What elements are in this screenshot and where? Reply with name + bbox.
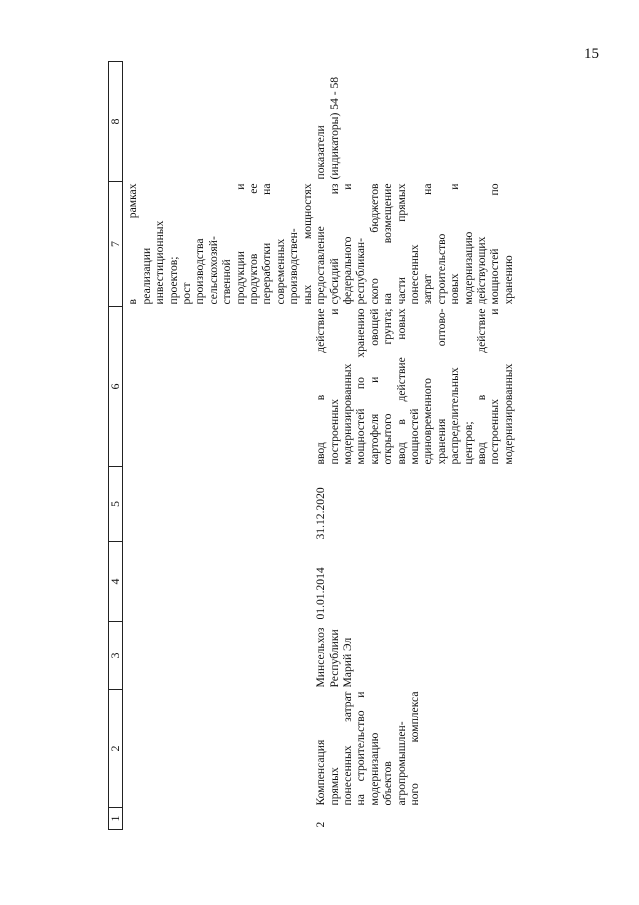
table-row	[314, 62, 515, 830]
cell-text-line: части прямых	[394, 183, 408, 305]
cell-text-line: производствен-	[287, 228, 301, 305]
cell-text-line: ственной	[220, 259, 234, 305]
cell-text-line: ных мощностях	[300, 183, 314, 305]
expected-results-cell	[123, 307, 314, 467]
cell-text-line: продукции и	[233, 183, 247, 305]
indicators-cell	[314, 62, 515, 182]
cell-text-line: агропромышлен-	[394, 721, 408, 806]
cell-text-line: мощностей	[407, 408, 421, 465]
row-number-cell: 2	[314, 821, 328, 828]
cell-text-line: субсидий из	[327, 183, 341, 305]
cell-text-line: переработки на	[260, 183, 274, 305]
header-cell: 5	[109, 467, 123, 542]
cell-text-line: сельскохозяй-	[206, 236, 220, 305]
cell-text-line: Минсельхоз	[314, 627, 328, 688]
measure-name-cell	[123, 690, 314, 808]
cell-text-line: ного комплекса	[407, 691, 421, 806]
cell-text-line: производства	[193, 238, 207, 305]
cell-text-line: хранения оптово-	[434, 308, 448, 465]
cell-text-line: затрат на	[421, 183, 435, 305]
header-cell: 8	[109, 62, 123, 182]
executor-cell	[123, 622, 314, 690]
cell-text-line: Марий Эл	[340, 637, 354, 688]
mechanism-cell	[314, 182, 515, 307]
cell-text-line: открытого грунта;	[381, 308, 395, 465]
cell-text-line: предоставление	[314, 226, 328, 305]
mechanism-cell	[123, 182, 314, 307]
cell-text-line: новых и	[448, 183, 462, 305]
cell-text-line: (индикаторы) 54 - 58	[327, 76, 341, 180]
cell-text-line: современных	[273, 238, 287, 305]
cell-text-line: прямых	[327, 767, 341, 806]
measure-name-cell	[314, 690, 515, 808]
expected-results-cell	[314, 307, 515, 467]
cell-text-line: ввод в действие новых	[394, 308, 408, 465]
cell-text-line: объектов	[381, 761, 395, 806]
rotated-table-sheet	[108, 62, 540, 830]
cell-text-line: модернизированных	[340, 363, 354, 465]
measures-table	[108, 61, 515, 830]
cell-text-line: ввод в действие	[314, 308, 328, 465]
cell-text-line: рост	[180, 282, 194, 305]
cell-text-line: в рамках	[126, 183, 140, 305]
cell-text-line: картофеля и овощей	[367, 308, 381, 465]
header-cell: 2	[109, 690, 123, 808]
header-cell: 4	[109, 542, 123, 622]
end-date-cell	[123, 467, 314, 542]
cell-text-line: ввод в действие	[474, 308, 488, 465]
cell-text-line: понесенных затрат	[340, 691, 354, 806]
cell-text-line: построенных и	[327, 308, 341, 465]
header-cell: 3	[109, 622, 123, 690]
cell-text-line: распределительных	[448, 367, 462, 465]
page-number: 15	[584, 46, 599, 62]
cell-text-line: единовременного	[421, 378, 435, 465]
cell-text-line: реализации	[139, 247, 153, 305]
row-number-cell	[123, 808, 314, 830]
cell-text-line: проектов;	[166, 256, 180, 305]
start-date-cell	[123, 542, 314, 622]
cell-text-line: модернизированных	[501, 363, 515, 465]
cell-text-line: ского бюджетов	[367, 183, 381, 305]
start-date-cell: 01.01.2014	[314, 567, 328, 620]
cell-text-line: республикан-	[354, 238, 368, 305]
cell-text-line: центров;	[461, 421, 475, 465]
cell-text-line: Компенсация	[314, 739, 328, 806]
header-cell: 1	[109, 808, 123, 830]
indicators-cell	[123, 62, 314, 182]
cell-text-line: хранению	[501, 255, 515, 305]
cell-text-line: действующих	[474, 236, 488, 305]
cell-text-line: мощностей по хранению	[354, 308, 368, 465]
table-row	[123, 62, 314, 830]
header-cell: 7	[109, 182, 123, 307]
header-row	[109, 62, 123, 830]
cell-text-line: построенных и	[488, 308, 502, 465]
cell-text-line: понесенных	[407, 244, 421, 305]
cell-text-line: инвестиционных	[153, 220, 167, 305]
cell-text-line: Республики	[327, 629, 341, 688]
cell-text-line: строительство	[434, 233, 448, 305]
cell-text-line: федерального и	[340, 183, 354, 305]
header-cell: 6	[109, 307, 123, 467]
cell-text-line: показатели	[314, 125, 328, 180]
cell-text-line: модернизацию	[461, 231, 475, 305]
executor-cell	[314, 622, 515, 690]
cell-text-line: на строительство и	[354, 691, 368, 806]
cell-text-line: продуктов ее	[247, 183, 261, 305]
end-date-cell: 31.12.2020	[314, 487, 328, 540]
cell-text-line: мощностей по	[488, 183, 502, 305]
cell-text-line: модернизацию	[367, 732, 381, 806]
cell-text-line: на возмещение	[381, 183, 395, 305]
